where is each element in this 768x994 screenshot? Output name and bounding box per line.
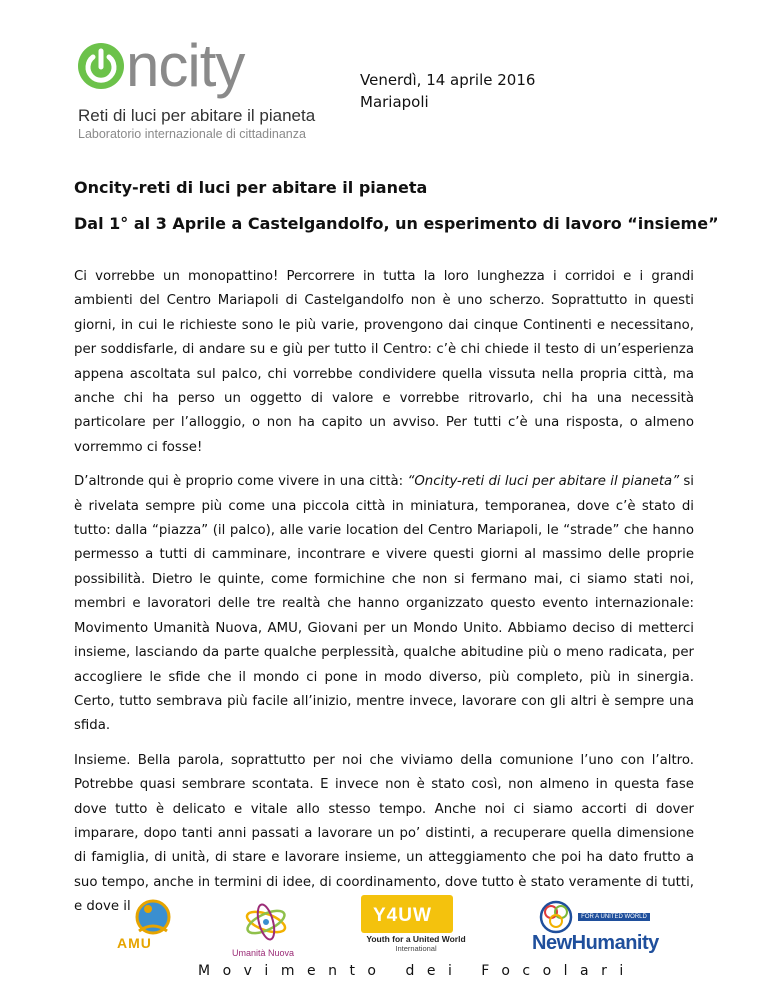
dateline bbox=[360, 69, 535, 113]
article-title: Oncity-reti di luci per abitare il pianeta bbox=[74, 178, 428, 197]
footer-logos bbox=[0, 895, 768, 994]
paragraph bbox=[74, 470, 694, 738]
article-subtitle: Dal 1° al 3 Aprile a Castelgandolfo, un esperimento di lavoro “insieme” bbox=[74, 214, 719, 233]
paragraph-text: si è rivelata sempre più come una piccola città in miniatura, temporanea, dove c’è stato di tutto: dalla “piazza” (il palco), alle varie location del Centro Mariapoli, le “strade” che hanno permesso a tutti di camminare, incontrare e vivere questi giorni al massimo delle proprie possibilità. Dietro le quinte, come formichine che non si fermano mai, ci siamo stati noi, membri e lavoratori delle tre realtà che hanno organizzato questo evento internazionale: Movimento Umanità Nuova, AMU, Giovani per un Mondo Unito. Abbiamo deciso di metterci insieme, lasciando da parte qualche perplessità, qualche abitudine più o meno radicata, per accogliere le sfide che il mondo ci pone in modo diverso, più completo, più in sinergia. Certo, tutto sembrava più facile all’inizio, mentre invece, lavorare con gli altri è sempre una sfida. bbox=[74, 474, 695, 734]
new-humanity-banner: FOR A UNITED WORLD bbox=[578, 913, 650, 921]
umanita-nuova-label: Umanità Nuova bbox=[232, 948, 295, 958]
y4uw-international: International bbox=[395, 944, 437, 953]
umanita-nuova-logo-icon bbox=[242, 900, 290, 944]
logo-tagline: Reti di luci per abitare il pianeta bbox=[78, 106, 316, 125]
date: Venerdì, 14 aprile 2016 bbox=[360, 71, 536, 89]
y4uw-label: Y4UW bbox=[373, 905, 432, 926]
logo-subtagline: Laboratorio internazionale di cittadinanza bbox=[78, 127, 306, 141]
quoted-title: “Oncity-reti di luci per abitare il pianeta” bbox=[407, 474, 680, 490]
movimento-dei-focolari: Movimento dei Focolari bbox=[198, 963, 636, 979]
paragraph: Insieme. Bella parola, soprattutto per noi che viviamo della comunione l’uno con l’altro. Potrebbe quasi sembrare scontata. E invece non è stato così, non almeno in questa fase dove tutto è delicato e vitale allo stesso tempo. Anche noi ci siamo accorti di dover imparare, dopo tanti anni passati a lavorare un po’ distinti, a recuperare quella dimensione di famiglia, di unità, di stare e lavorare insieme, un atteggiamento che poi ha dato frutto a suo tempo, anche in termini di idee, di coordinamento, dove tutto è stato veramente di tutti, e dove il bbox=[74, 752, 694, 915]
new-humanity-label: NewHumanity bbox=[532, 932, 659, 954]
amu-label: AMU bbox=[117, 935, 152, 951]
y4uw-subtitle: Youth for a United World bbox=[366, 934, 466, 944]
oncity-logo bbox=[78, 34, 358, 141]
article-body bbox=[74, 265, 694, 930]
paragraph-text: D’altronde qui è proprio come vivere in una città: bbox=[74, 474, 408, 490]
logo-wordmark: ncity bbox=[126, 32, 245, 99]
paragraph: Ci vorrebbe un monopattino! Percorrere in tutta la loro lunghezza i corridoi e i grandi ambienti del Centro Mariapoli di Castelgandolfo non è uno scherzo. Soprattutto in questi giorni, in cui le richieste sono le più varie, provengono dai cinque Continenti e necessitano, per soddisfarle, di andare su e giù per tutto il Centro: c’è chi chiede il testo di un’esperienza appena ascoltata sul palco, chi vorrebbe condividere quella vissuta nella propria città, ma anche chi ha perso un oggetto di valore e vorrebbe ritrovarlo, chi ha una necessità particolare per l’alloggio, o non ha capito un avviso. Per tutti c’è una risposta, o almeno vorremmo ci fosse! bbox=[74, 269, 694, 455]
new-humanity-logo-icon bbox=[538, 899, 574, 935]
place: Mariapoli bbox=[360, 93, 429, 111]
power-icon bbox=[78, 43, 124, 89]
